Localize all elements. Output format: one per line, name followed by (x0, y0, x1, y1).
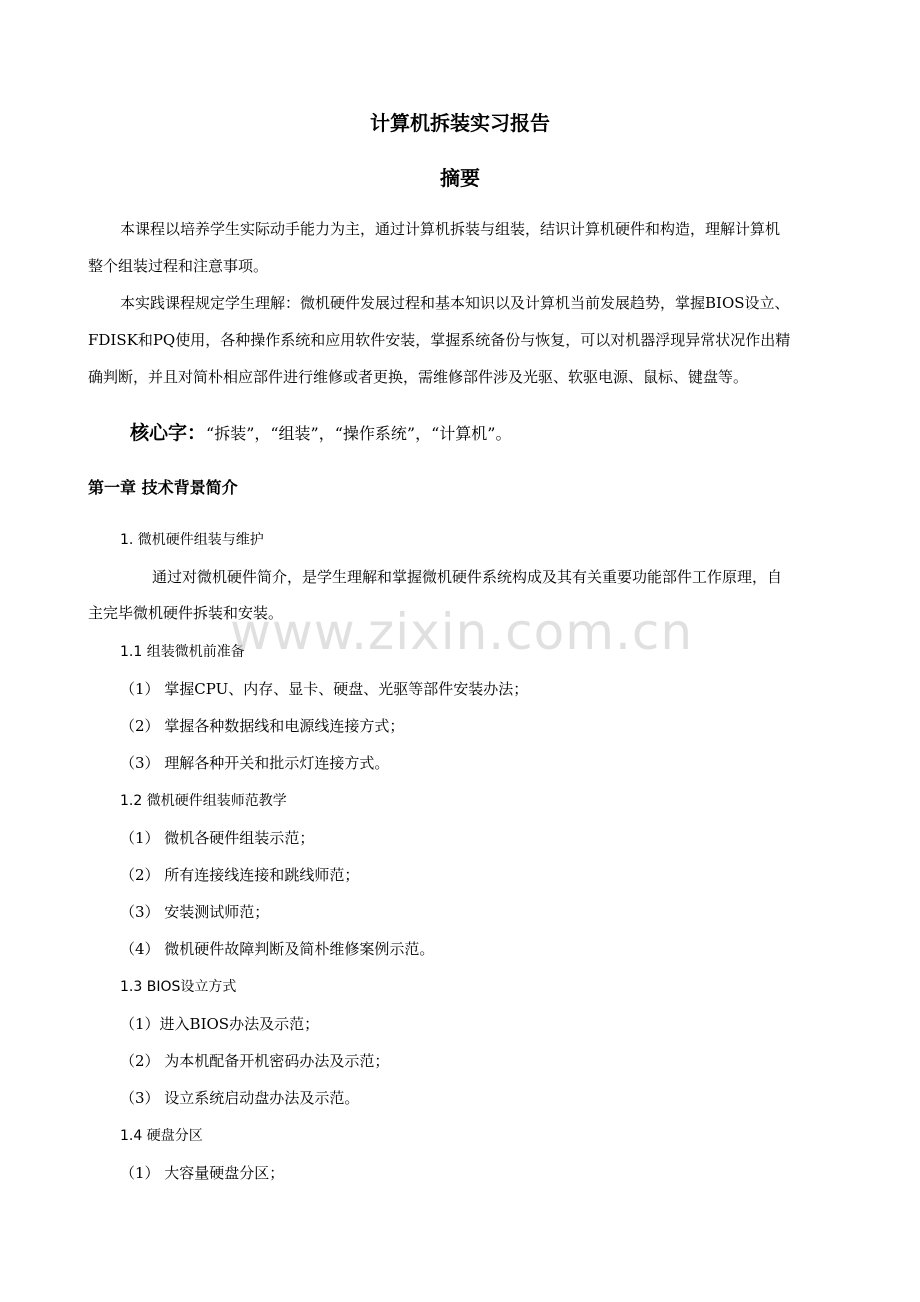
list-item: （1） 掌握CPU、内存、显卡、硬盘、光驱等部件安装办法； (120, 680, 529, 698)
keywords (130, 420, 511, 447)
list-item: （2） 掌握各种数据线和电源线连接方式； (120, 717, 405, 735)
section-text-line: 通过对微机硬件简介，是学生理解和掌握微机硬件系统构成及其有关重要功能部件工作原理，自 (152, 568, 783, 586)
list-item: （1） 大容量硬盘分区； (120, 1164, 285, 1182)
list-item: （3） 设立系统启动盘办法及示范。 (120, 1089, 360, 1107)
subsection-heading: 1.2 微机硬件组装师范教学 (120, 793, 287, 809)
abstract-line: 本实践课程规定学生理解：微机硬件发展过程和基本知识以及计算机当前发展趋势，掌握BIOS设立、 (120, 294, 790, 312)
list-item: （1） 微机各硬件组装示范； (120, 829, 315, 847)
list-item: （3） 安装测试师范； (120, 903, 270, 921)
abstract-line: FDISK和PQ使用，各种操作系统和应用软件安装，掌握系统备份与恢复，可以对机器浮现异常状况作出精 (88, 331, 791, 349)
subsection-heading: 1.1 组装微机前准备 (120, 644, 245, 660)
document-title: 计算机拆装实习报告 (370, 111, 550, 135)
abstract-line: 整个组装过程和注意事项。 (88, 257, 269, 275)
list-item: （1）进入BIOS办法及示范； (120, 1015, 320, 1033)
list-item: （2） 为本机配备开机密码办法及示范； (120, 1052, 390, 1070)
list-item: （4） 微机硬件故障判断及简朴维修案例示范。 (120, 940, 435, 958)
abstract-line: 本课程以培养学生实际动手能力为主，通过计算机拆装与组装，结识计算机硬件和构造，理解计算机 (120, 220, 781, 238)
subsection-heading: 1.4 硬盘分区 (120, 1128, 203, 1144)
keywords-label: 核心字： (130, 422, 207, 444)
abstract-line: 确判断，并且对简朴相应部件进行维修或者更换，需维修部件涉及光驱、软驱电源、鼠标、键盘等。 (88, 368, 749, 386)
chapter-heading: 第一章 技术背景简介 (88, 478, 238, 497)
list-item: （3） 理解各种开关和批示灯连接方式。 (120, 754, 390, 772)
section-text-line: 主完毕微机硬件拆装和安装。 (88, 604, 284, 622)
keywords-text: “拆装”，“组装”，“操作系统”，“计算机”。 (206, 424, 512, 443)
abstract-title: 摘要 (440, 166, 480, 190)
section-heading: 1. 微机硬件组装与维护 (120, 532, 264, 548)
list-item: （2） 所有连接线连接和跳线师范； (120, 866, 360, 884)
watermark: www.zixin.com.cn (230, 603, 694, 661)
subsection-heading: 1.3 BIOS设立方式 (120, 979, 237, 995)
